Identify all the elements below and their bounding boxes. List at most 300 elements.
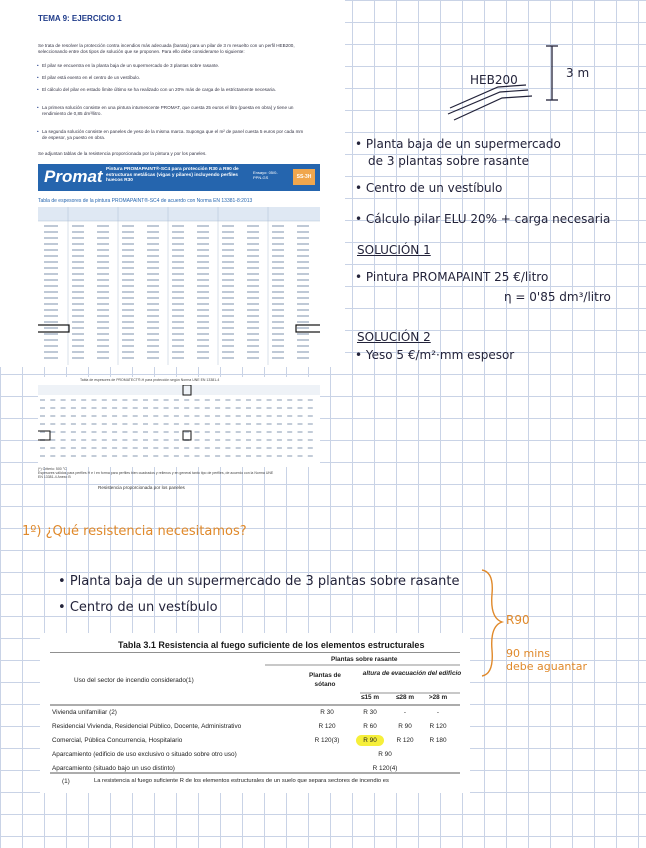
table-cell-text	[72, 237, 84, 239]
row-use: Residencial Vivienda, Residencial Público, Docente, Administrativo	[52, 723, 242, 730]
table-cell-text	[122, 333, 134, 335]
table-cell-text	[72, 303, 84, 305]
table-cell-text	[247, 315, 259, 317]
table-cell-text	[272, 255, 284, 257]
table-cell-text	[172, 279, 184, 281]
table-cell-text	[147, 327, 159, 329]
table-cell-text	[267, 399, 272, 401]
table-cell-text	[272, 261, 284, 263]
table-cell-text	[272, 279, 284, 281]
table-cell-text	[272, 321, 284, 323]
row-c2: R 90	[398, 723, 412, 730]
solution2-heading: SOLUCIÓN 2	[357, 330, 431, 344]
table-cell-text	[81, 415, 86, 417]
table-cell-text	[172, 315, 184, 317]
table-cell-text	[247, 321, 259, 323]
profile-label: HEB200	[470, 73, 518, 87]
table-cell-text	[297, 339, 309, 341]
table-cell-text	[112, 439, 117, 441]
table-cell-text	[102, 431, 107, 433]
table-cell-text	[267, 439, 272, 441]
table-cell-text	[122, 231, 134, 233]
table-cell-text	[44, 279, 58, 281]
table-cell-text	[164, 455, 169, 457]
table-cell-text	[267, 415, 272, 417]
table-cell-text	[247, 231, 259, 233]
table-cell-text	[297, 237, 309, 239]
table-cell-text	[225, 407, 230, 409]
table-cell-text	[256, 407, 261, 409]
exercise-bullet: • El cálculo del pilar en estado límite último se ha realizado con un 20% más de carga de la estrictamente necesaria.	[42, 87, 304, 93]
table-cell-text	[256, 455, 261, 457]
table-cell-text	[222, 249, 234, 251]
answer-note: 90 mins debe aguantar	[506, 647, 587, 673]
table-cell-text	[172, 339, 184, 341]
table-cell-text	[122, 439, 127, 441]
table-cell-text	[222, 225, 234, 227]
table-cell-text	[122, 351, 134, 353]
note-bullet: • Cálculo pilar ELU 20% + carga necesaria	[355, 212, 611, 226]
table-cell-text	[112, 415, 117, 417]
table-cell-text	[197, 249, 209, 251]
exercise-footnote: Se adjuntan tablas de la resistencia proporcionada por la pintura y por los paneles.	[38, 151, 207, 156]
table-cell-text	[197, 309, 209, 311]
table-cell-text	[164, 439, 169, 441]
table-cell-text	[72, 315, 84, 317]
table-cell-text	[97, 345, 109, 347]
table-cell-text	[246, 447, 251, 449]
table-cell-text	[222, 315, 234, 317]
table-cell-text	[267, 447, 272, 449]
table-cell-text	[172, 333, 184, 335]
table-cell-text	[71, 423, 76, 425]
table-cell-text	[272, 267, 284, 269]
table-cell-text	[222, 333, 234, 335]
table-cell-text	[50, 455, 55, 457]
table-cell-text	[236, 423, 241, 425]
table-cell-text	[44, 273, 58, 275]
table-cell-text	[147, 297, 159, 299]
table-cell-text	[222, 291, 234, 293]
table-cell-text	[122, 237, 134, 239]
table-cell-text	[40, 399, 45, 401]
table-cell-text	[174, 423, 179, 425]
table-cell-text	[102, 439, 107, 441]
table-cell-text	[184, 455, 189, 457]
table-cell-text	[277, 399, 282, 401]
table-cell-text	[297, 267, 309, 269]
table-cell-text	[222, 279, 234, 281]
table-cell-text	[172, 237, 184, 239]
table-cell-text	[112, 407, 117, 409]
table-cell-text	[236, 447, 241, 449]
table-cell-text	[122, 447, 127, 449]
table-cell-text	[298, 439, 303, 441]
table-cell-text	[197, 345, 209, 347]
table-cell-text	[61, 431, 66, 433]
table-cell-text	[272, 285, 284, 287]
table-cell-text	[44, 249, 58, 251]
table-cell-text	[72, 297, 84, 299]
table-cell-text	[297, 285, 309, 287]
table-cell-text	[72, 285, 84, 287]
table-cell-text	[197, 315, 209, 317]
answer-resistance: R90	[506, 613, 530, 627]
table-cell-text	[205, 439, 210, 441]
panel-thickness-table	[38, 385, 320, 465]
table-cell-text	[147, 333, 159, 335]
table-cell-text	[50, 399, 55, 401]
table-cell-text	[164, 399, 169, 401]
table-cell-text	[308, 423, 313, 425]
table-cell-text	[44, 309, 58, 311]
table-cell-text	[272, 291, 284, 293]
table-cell-text	[97, 327, 109, 329]
table-cell-text	[205, 423, 210, 425]
paint-table-caption: Tabla de espesores de la pintura PROMAPAINT®-SC4 de acuerdo con Norma EN 13381-8:2013	[38, 198, 253, 204]
question-bullet: • Centro de un vestíbulo	[58, 600, 218, 615]
question-heading: 1º) ¿Qué resistencia necesitamos?	[22, 524, 247, 539]
table-cell-text	[44, 225, 58, 227]
table-cell-text	[172, 285, 184, 287]
table-cell-text	[247, 243, 259, 245]
table-cell-text	[287, 447, 292, 449]
table-cell-text	[122, 345, 134, 347]
table-cell-text	[215, 431, 220, 433]
table-cell-text	[92, 415, 97, 417]
table-cell-text	[97, 351, 109, 353]
table-cell-text	[246, 439, 251, 441]
table-cell-text	[222, 321, 234, 323]
table-cell-text	[61, 447, 66, 449]
table-cell-text	[215, 455, 220, 457]
table-cell-text	[267, 423, 272, 425]
table-cell-text	[172, 225, 184, 227]
table-cell-text	[205, 399, 210, 401]
table-cell-text	[272, 231, 284, 233]
solution1-heading: SOLUCIÓN 1	[357, 243, 431, 257]
table-cell-text	[61, 399, 66, 401]
table-cell-text	[122, 407, 127, 409]
table-cell-text	[164, 423, 169, 425]
table-cell-text	[172, 297, 184, 299]
table-cell-text	[247, 261, 259, 263]
height-dimension: 3 m	[566, 66, 590, 80]
table-cell-text	[44, 255, 58, 257]
table-cell-text	[205, 431, 210, 433]
table-cell-text	[308, 431, 313, 433]
table-cell-text	[297, 273, 309, 275]
table-cell-text	[122, 327, 134, 329]
table-cell-text	[122, 273, 134, 275]
table-cell-text	[297, 351, 309, 353]
table-cell-text	[92, 399, 97, 401]
table-cell-text	[267, 431, 272, 433]
table-cell-text	[112, 423, 117, 425]
table-cell-text	[102, 455, 107, 457]
table-cell-text	[50, 407, 55, 409]
table-cell-text	[133, 407, 138, 409]
table-cell-text	[172, 309, 184, 311]
table-cell-text	[112, 399, 117, 401]
table-cell-text	[205, 415, 210, 417]
table-cell-text	[277, 447, 282, 449]
table-cell-text	[272, 297, 284, 299]
table-cell-text	[172, 303, 184, 305]
table-cell-text	[122, 339, 134, 341]
table-cell-text	[102, 447, 107, 449]
row-merged: R 90	[378, 751, 392, 758]
table-cell-text	[44, 297, 58, 299]
table-cell-text	[297, 279, 309, 281]
table-cell-text	[247, 273, 259, 275]
table-cell-text	[222, 327, 234, 329]
table-cell-text	[197, 303, 209, 305]
table-cell-text	[72, 267, 84, 269]
table-cell-text	[247, 225, 259, 227]
table-cell-text	[44, 303, 58, 305]
promat-description: Pintura PROMAPAINT®-SC4 para protección R30 a R90 de estructuras metálicas (vigas y pilares) incluyendo perfiles huecos R30	[106, 167, 239, 184]
table-cell-text	[44, 351, 58, 353]
table-cell-text	[122, 321, 134, 323]
table-cell-text	[97, 225, 109, 227]
table-cell-text	[147, 279, 159, 281]
table-cell-text	[297, 255, 309, 257]
table-cell-text	[272, 237, 284, 239]
table-cell-text	[122, 315, 134, 317]
table-cell-text	[246, 431, 251, 433]
table-cell-text	[174, 431, 179, 433]
table-cell-text	[308, 399, 313, 401]
table-cell-text	[81, 431, 86, 433]
table-cell-text	[97, 261, 109, 263]
table-cell-text	[272, 333, 284, 335]
table-cell-text	[277, 407, 282, 409]
table-cell-text	[222, 303, 234, 305]
table-cell-text	[195, 447, 200, 449]
table-cell-text	[222, 339, 234, 341]
table-cell-text	[277, 431, 282, 433]
table-cell-text	[297, 231, 309, 233]
table-cell-text	[298, 455, 303, 457]
table-cell-text	[143, 431, 148, 433]
table-cell-text	[225, 415, 230, 417]
table-cell-text	[222, 285, 234, 287]
table-cell-text	[97, 231, 109, 233]
table-cell-text	[133, 455, 138, 457]
table-cell-text	[197, 273, 209, 275]
table-cell-text	[197, 321, 209, 323]
table-cell-text	[72, 243, 84, 245]
table-cell-text	[122, 415, 127, 417]
table-cell-text	[197, 261, 209, 263]
table-cell-text	[147, 291, 159, 293]
table-cell-text	[40, 447, 45, 449]
table-cell-text	[197, 357, 209, 359]
table-cell-text	[197, 255, 209, 257]
table-cell-text	[225, 455, 230, 457]
table-cell-text	[197, 237, 209, 239]
evacuation-header: altura de evacuación del edificio	[362, 670, 462, 677]
table-cell-text	[272, 309, 284, 311]
table-cell-text	[153, 455, 158, 457]
table-cell-text	[297, 249, 309, 251]
table-cell-text	[97, 237, 109, 239]
table-cell-text	[81, 455, 86, 457]
table-cell-text	[72, 333, 84, 335]
table-cell-text	[297, 297, 309, 299]
table-cell-text	[222, 237, 234, 239]
table-cell-text	[153, 439, 158, 441]
table-cell-text	[246, 455, 251, 457]
table-cell-text	[97, 273, 109, 275]
table-cell-text	[247, 333, 259, 335]
table-cell-text	[147, 243, 159, 245]
table-cell-text	[236, 431, 241, 433]
table-cell-text	[247, 309, 259, 311]
fire-table-footnote: La resistencia al fuego suficiente R de los elementos estructurales de un suelo que separa sectores de incendio es	[94, 778, 389, 784]
row-basement: R 120	[318, 723, 336, 730]
table-cell-text	[247, 249, 259, 251]
table-cell-text	[298, 423, 303, 425]
table-cell-text	[197, 327, 209, 329]
table-cell-text	[277, 455, 282, 457]
table-cell-text	[215, 399, 220, 401]
table-cell-text	[172, 273, 184, 275]
table-cell-text	[247, 339, 259, 341]
table-cell-text	[61, 423, 66, 425]
table-cell-text	[272, 345, 284, 347]
row-basement: R 120(3)	[314, 737, 340, 744]
table-cell-text	[40, 423, 45, 425]
table-cell-text	[122, 279, 134, 281]
table-cell-text	[44, 231, 58, 233]
table-cell-text	[225, 431, 230, 433]
table-cell-text	[44, 291, 58, 293]
table-cell-text	[308, 415, 313, 417]
table-cell-text	[184, 415, 189, 417]
table-cell-text	[71, 415, 76, 417]
col-over28m: >28 m	[428, 694, 448, 701]
table-cell-text	[197, 231, 209, 233]
table-cell-text	[92, 447, 97, 449]
table-cell-text	[44, 285, 58, 287]
table-cell-text	[247, 327, 259, 329]
table-cell-text	[50, 439, 55, 441]
table-cell-text	[147, 285, 159, 287]
note-bullet: • Centro de un vestíbulo	[355, 181, 503, 195]
table-cell-text	[97, 285, 109, 287]
table-cell-text	[97, 333, 109, 335]
table-cell-text	[133, 439, 138, 441]
table-cell-text	[247, 297, 259, 299]
table-cell-text	[272, 327, 284, 329]
exercise-intro: Se trata de resolver la protección contra incendios más adecuada (barata) para un pilar de 3 m resuelto con un perfil HEB200, seleccionando entre dos tipos de solución que se proponen. Para ello debe considerarse lo siguiente:	[38, 43, 295, 54]
promat-badge: SS-3H	[293, 169, 315, 185]
note-bullet: • Planta baja de un supermercado	[355, 137, 561, 151]
table-cell-text	[81, 447, 86, 449]
table-cell-text	[122, 399, 127, 401]
table-cell-text	[153, 415, 158, 417]
table-cell-text	[147, 357, 159, 359]
table-cell-text	[72, 327, 84, 329]
table-cell-text	[153, 399, 158, 401]
table-cell-text	[256, 415, 261, 417]
table-cell-text	[71, 431, 76, 433]
table-cell-text	[72, 231, 84, 233]
table-cell-text	[143, 447, 148, 449]
table-cell-text	[97, 321, 109, 323]
table-cell-text	[222, 243, 234, 245]
table-cell-text	[122, 267, 134, 269]
table-cell-text	[147, 309, 159, 311]
panel-table-legend: Resistencia proporcionada por los paneles	[98, 485, 185, 490]
table-cell-text	[222, 297, 234, 299]
table-cell-text	[225, 399, 230, 401]
table-cell-text	[122, 261, 134, 263]
table-cell-text	[147, 255, 159, 257]
fire-table-footnote-mark: (1)	[62, 778, 70, 785]
table-cell-text	[40, 455, 45, 457]
table-cell-text	[133, 431, 138, 433]
table-cell-text	[247, 237, 259, 239]
basement-header: Plantas de sótano	[309, 672, 341, 688]
table-cell-text	[184, 399, 189, 401]
table-cell-text	[97, 243, 109, 245]
table-cell-text	[122, 297, 134, 299]
table-cell-text	[287, 455, 292, 457]
table-cell-text	[272, 315, 284, 317]
table-cell-text	[133, 423, 138, 425]
table-cell-text	[197, 297, 209, 299]
table-cell-text	[172, 249, 184, 251]
table-cell-text	[61, 415, 66, 417]
table-cell-text	[272, 225, 284, 227]
table-cell-text	[272, 303, 284, 305]
paint-thickness-table	[38, 207, 320, 365]
table-cell-text	[147, 321, 159, 323]
table-cell-text	[81, 399, 86, 401]
table-cell-text	[147, 339, 159, 341]
table-cell-text	[44, 267, 58, 269]
table-cell-text	[287, 415, 292, 417]
table-cell-text	[267, 455, 272, 457]
table-cell-text	[222, 351, 234, 353]
table-cell-text	[205, 455, 210, 457]
table-cell-text	[247, 357, 259, 359]
table-cell-text	[71, 455, 76, 457]
col-28m: ≤28 m	[395, 694, 415, 701]
table-cell-text	[122, 243, 134, 245]
table-cell-text	[172, 357, 184, 359]
table-cell-text	[272, 243, 284, 245]
table-cell-text	[72, 225, 84, 227]
table-cell-text	[247, 285, 259, 287]
table-cell-text	[44, 321, 58, 323]
table-cell-text	[215, 423, 220, 425]
row-c1: R 60	[363, 723, 377, 730]
table-cell-text	[122, 225, 134, 227]
table-cell-text	[197, 291, 209, 293]
table-cell-text	[195, 439, 200, 441]
above-ground-header: Plantas sobre rasante	[331, 656, 398, 663]
table-cell-text	[72, 339, 84, 341]
table-cell-text	[147, 267, 159, 269]
table-cell-text	[102, 415, 107, 417]
highlighted-r90: R 90	[356, 735, 384, 746]
table-cell-text	[153, 423, 158, 425]
table-cell-text	[197, 339, 209, 341]
